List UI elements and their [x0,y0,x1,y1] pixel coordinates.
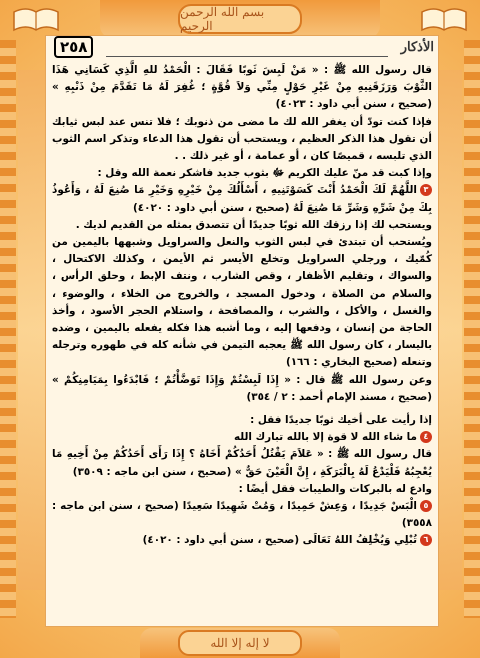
left-border [0,40,16,618]
paragraph: إذا رأيت على أخيك ثوبًا جديدًا فقل : [250,414,432,427]
item-number-badge: ٦ [420,534,432,546]
item-number-badge: ٣ [420,184,432,196]
dua-text: ما شاء الله لا قوة إلا بالله تبارك الله [233,431,417,444]
numbered-dua [52,498,432,532]
basmala-ornament: بسم الله الرحمن الرحيم [178,4,302,34]
page-header [46,36,438,58]
dua-text: اللَّهُمَّ لَكَ الْحَمْدُ أَنْتَ كَسَوْتَنِيهِ ، أَسْأَلُكَ مِنْ خَيْرِهِ وَخَيْرِ مَا صُنِعَ لَهُ ، وَأَعُوذُ بِكَ مِنْ شَرِّهِ وَشَرِّ مَا صُنِعَ لَهُ (صحيح ، سنن أبي داود : ٤٠٢٠) [52,184,432,214]
numbered-dua [52,182,432,216]
item-number-badge: ٤ [420,431,432,443]
dua-text: تُبْلِي وَيُخْلِفُ اللهُ تَعَالَى (صحيح ، سنن أبي داود : ٤٠٢٠) [142,534,417,547]
paragraph: ويستحب لك إذا رزقك الله ثوبًا جديدًا أن تتصدق بمثله من القديم لديك . [75,218,432,231]
shahada-ornament: لا إله إلا الله [178,630,302,656]
numbered-dua [52,429,432,446]
open-book-icon [420,4,468,34]
section-title: الأذكار [400,39,434,55]
paragraph: فإذا كنت تودّ أن يغفر الله لك ما مضى من ذنوبك ؛ فلا تنس عند لبس ثيابك أن تقول هذا الذكر العظيم ، ويستحب أن تقول هذا الدعاء وتذكر اسم الثوب الذي تلبسه ، قميصًا كان ، أو عمامة ، أو غير ذلك . . [52,115,432,163]
top-banner [100,0,380,38]
right-border [464,40,480,618]
paragraph: ويُستحب أن تبتدئ في لبس الثوب والنعل والسراويل وشبهها باليمين من كُمّيك ، ورجلي السراويل وتخلع الأيسر ثم الأيمن ، وكذلك الاكتحال ، والسواك ، وتقليم الأظفار ، وقص الشارب ، ونتف الإبط ، وحلق الرأس ، والسلام من الصلاة ، ودخول المسجد ، والخروج من الخلاء ، والوضوء ، والغسل ، والأكل ، والشرب ، والمصافحة ، واستلام الحجر الأسود ، وأخذ الحاجة من إنسان ، ودفعها إليه ، وما أشبه هذا فكله يفعله باليمين ، وضده باليسار ، كان رسول الله ﷺ يعجبه التيمن في شأنه كله في طهوره وترجله وتنعله (صحيح البخاري : ١٦٦) [52,236,432,369]
paragraph: قال رسول الله ﷺ : « عَلاَمَ يَقْتُلُ أَحَدُكُمْ أَخَاهُ ؟ إِذَا رَأَى أَحَدُكُمْ مِنْ أَخِيهِ مَا يُعْجِبُهُ فَلْيَدْعُ لَهُ بِالْبَرَكَةِ ، إِنَّ الْعَيْنَ حَقٌّ » (صحيح ، سنن ابن ماجه : ٣٥٠٩) [52,448,432,478]
left-decorative-panel [18,70,48,590]
header-rule [106,56,388,57]
bottom-banner [140,628,340,658]
page-number: ٢٥٨ [54,36,93,58]
open-book-icon [12,4,60,34]
paragraph: قال رسول الله ﷺ : « مَنْ لَبِسَ ثَوبًا فَقَالَ : الْحَمْدُ للهِ الَّذِي كَسَانِي هَذَا الثَّوْبَ وَرَزَقَنِيهِ مِنْ غَيْرِ حَوْلٍ مِنِّي وَلاَ قُوَّةٍ ؛ غُفِرَ لَهُ مَا تَقَدَّمَ مِنْ ذَنْبِهِ » (صحيح ، سنن أبي داود : ٤٠٢٣) [52,64,432,111]
item-number-badge: ٥ [420,500,432,512]
dua-text: الْبَسْ جَدِيدًا ، وَعِشْ حَمِيدًا ، وَمُتْ شَهِيدًا سَعِيدًا (صحيح ، سنن ابن ماجه : ٣٥٥٨) [52,500,432,530]
page-content [52,62,432,550]
paragraph: وعن رسول الله ﷺ قال : « إِذَا لَبِسْتُمْ وَإِذَا تَوَضَّأْتُمْ ؛ فَابْدَءُوا بِمَيَامِنِكُمْ » (صحيح ، مسند الإمام أحمد : ٢ / ٣٥٤) [52,373,432,403]
numbered-dua [52,532,432,549]
paragraph: وإذا كبت قد منّ عليك الكريم ﷻ بثوب جديد فاشكر نعمة الله وقل : [97,167,432,180]
paragraph: وادع له بالبركات والطيبات فقل أيضًا : [238,482,432,495]
text-page [46,36,438,626]
